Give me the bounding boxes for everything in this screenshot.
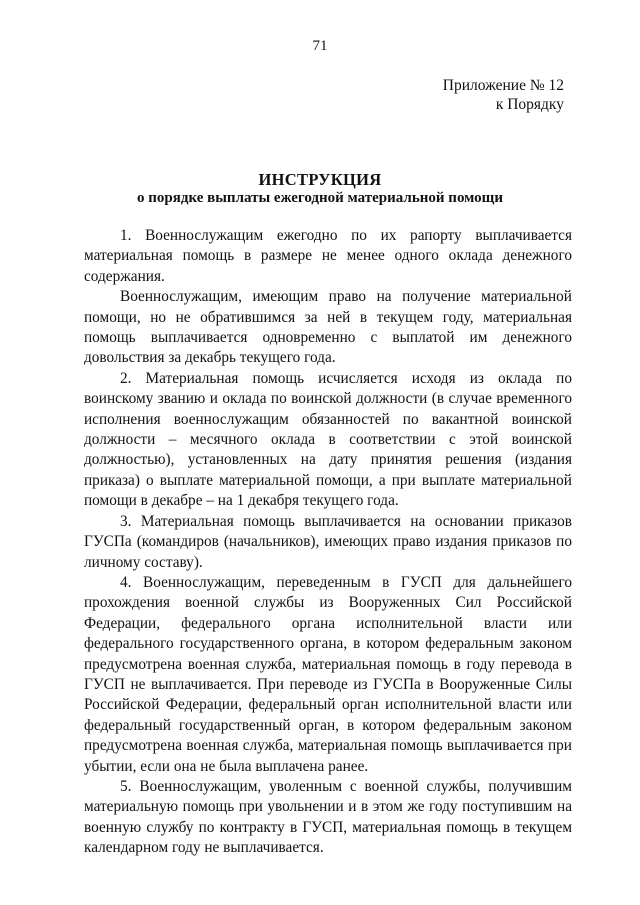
page-number: 71 xyxy=(312,38,328,54)
paragraph-1-continued: Военнослужащим, имеющим право на получение материальной помощи, но не обратившимся за ней в текущем году, материальная помощь выплачивается одновременно с выплатой им денежного довольствия за декабрь текущего года. xyxy=(84,288,572,367)
appendix-reference xyxy=(443,76,564,114)
paragraph-3: 3. Материальная помощь выплачивается на основании приказов ГУСПа (командиров (начальников), имеющих право издания приказов по личному составу). xyxy=(84,512,572,571)
appendix-line-2: к Порядку xyxy=(495,96,564,113)
paragraph-4: 4. Военнослужащим, переведенным в ГУСП для дальнейшего прохождения военной службы из Вооруженных Сил Российской Федерации, федерального органа исполнительной власти или федерального государственного органа, в котором федеральным законом предусмотрена военная служба, материальная помощь в году перевода в ГУСП не выплачивается. При переводе из ГУСПа в Вооруженные Силы Российской Федерации, федеральный орган исполнительной власти или федеральный государственный орган, в котором федеральным законом предусмотрена военная служба, материальная помощь выплачивается при убытии, если она не была выплачена ранее. xyxy=(84,573,572,775)
appendix-line-1: Приложение № 12 xyxy=(442,77,564,94)
paragraph-2: 2. Материальная помощь исчисляется исходя из оклада по воинскому званию и оклада по воинской должности (в случае временного исполнения военнослужащим обязанностей по вакантной воинской должности – месячного оклада в соответствии с этой воинской должностью), установленных на дату принятия решения (издания приказа) о выплате материальной помощи, а при выплате материальной помощи в декабре – на 1 декабря текущего года. xyxy=(84,369,572,510)
paragraph-1: 1. Военнослужащим ежегодно по их рапорту выплачивается материальная помощь в размере не менее одного оклада денежного содержания. xyxy=(84,227,572,285)
paragraph-5: 5. Военнослужащим, уволенным с военной службы, получившим материальную помощь при увольнении и в этом же году поступившим на военную службу по контракту в ГУСП, материальная помощь в текущем календарном году не выплачивается. xyxy=(84,777,572,857)
document-body xyxy=(84,226,572,859)
document-subtitle: о порядке выплаты ежегодной материальной помощи xyxy=(137,190,503,206)
document-title: ИНСТРУКЦИЯ xyxy=(258,170,382,189)
